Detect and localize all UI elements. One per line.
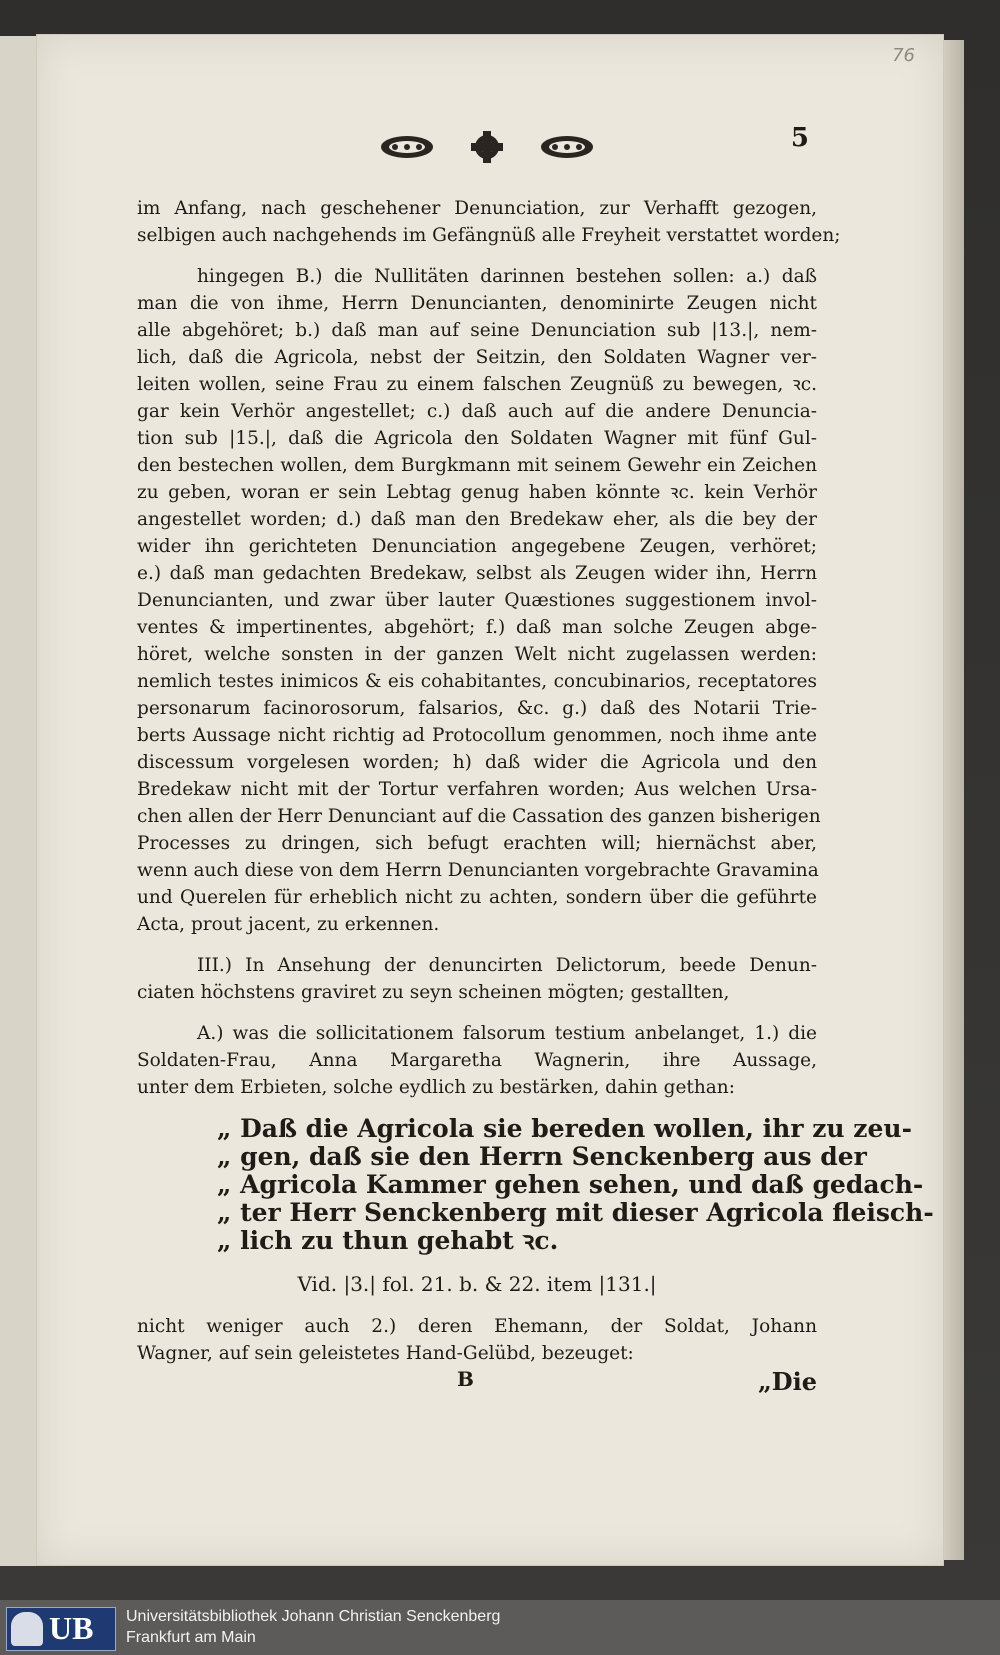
text-line: man die von ihme, Herrn Denuncianten, denominirte Zeugen nicht	[137, 293, 817, 314]
text-line: Soldaten-Frau, Anna Margaretha Wagnerin, ihre Aussage,	[137, 1050, 817, 1071]
text-line: nicht weniger auch 2.) deren Ehemann, der Soldat, Johann	[137, 1316, 817, 1337]
logo-text: UB	[49, 1610, 94, 1646]
text-line: discessum vorgelesen worden; h) daß wider die Agricola und den	[137, 752, 817, 773]
library-city-line: Frankfurt am Main	[126, 1629, 256, 1646]
facing-page-edge	[0, 36, 37, 1566]
catchword: „Die	[757, 1367, 817, 1396]
text-line: im Anfang, nach geschehener Denunciation, zur Verhafft gezogen,	[137, 198, 817, 219]
library-name-line: Universitätsbibliothek Johann Christian Senckenberg	[126, 1608, 501, 1625]
text-line: angestellet worden; d.) daß man den Bredekaw eher, als die bey der	[137, 509, 817, 530]
quote-line: „ Agricola Kammer gehen sehen, und daß gedach-	[217, 1170, 924, 1199]
text-line: zu geben, woran er sein Lebtag genug haben könnte ꝛc. kein Verhör	[137, 482, 817, 503]
quoted-testimony	[137, 1114, 934, 1255]
text-line: lich, daß die Agricola, nebst der Seitzin, den Soldaten Wagner ver-	[137, 347, 817, 368]
book-page	[36, 34, 944, 1566]
text-line: ventes & impertinentes, abgehört; f.) daß man solche Zeugen abge-	[137, 617, 817, 638]
text-line: gar kein Verhör angestellet; c.) daß auch auf die andere Denuncia-	[137, 401, 817, 422]
text-line: höret, welche sonsten in der ganzen Welt nicht zugelassen werden:	[137, 644, 817, 665]
text-line: selbigen auch nachgehends im Gefängnüß alle Freyheit verstattet worden;	[137, 225, 841, 246]
ub-logo[interactable]	[6, 1607, 116, 1651]
text-line: III.) In Ansehung der denuncirten Delictorum, beede Denun-	[197, 955, 817, 976]
signature-mark: B	[457, 1367, 474, 1391]
text-line: Bredekaw nicht mit der Tortur verfahren worden; Aus welchen Ursa-	[137, 779, 817, 800]
paragraph	[137, 1020, 817, 1101]
text-line: berts Aussage nicht richtig ad Protocollum genommen, noch ihme ante	[137, 725, 817, 746]
text-line: wider ihn gerichteten Denunciation angegebene Zeugen, verhöret;	[137, 536, 817, 557]
paragraph	[137, 952, 817, 1006]
text-line: den bestechen wollen, dem Burgkmann mit seinem Gewehr ein Zeichen	[137, 455, 817, 476]
text-line: nemlich testes inimicos & eis cohabitantes, concubinarios, receptatores	[137, 671, 817, 692]
reference-line: Vid. |3.| fol. 21. b. & 22. item |131.|	[297, 1272, 657, 1296]
paragraph	[137, 1313, 817, 1367]
paragraph	[137, 263, 821, 938]
paragraph	[137, 195, 841, 249]
pencil-folio-note: 76	[892, 45, 915, 66]
text-line: A.) was die sollicitationem falsorum testium anbelanget, 1.) die	[197, 1023, 817, 1044]
text-line: alle abgehöret; b.) daß man auf seine Denunciation sub |13.|, nem-	[137, 320, 817, 341]
text-line: hingegen B.) die Nullitäten darinnen bestehen sollen: a.) daß	[197, 266, 817, 287]
body-text	[137, 195, 934, 1399]
text-line: Processes zu dringen, sich befugt erachten will; hiernächst aber,	[137, 833, 817, 854]
library-name	[126, 1606, 500, 1648]
quote-line: „ lich zu thun gehabt ꝛc.	[217, 1226, 559, 1255]
text-line: Wagner, auf sein geleistetes Hand-Gelübd, bezeuget:	[137, 1343, 634, 1364]
quote-line: „ ter Herr Senckenberg mit dieser Agricola fleisch-	[217, 1198, 934, 1227]
text-line: e.) daß man gedachten Bredekaw, selbst als Zeugen wider ihn, Herrn	[137, 563, 817, 584]
text-line: und Querelen für erheblich nicht zu achten, sondern über die geführte	[137, 887, 817, 908]
text-line: Denuncianten, und zwar über lauter Quæstiones suggestionem invol-	[137, 590, 817, 611]
text-line: wenn auch diese von dem Herrn Denuncianten vorgebrachte Gravamina	[137, 860, 819, 881]
library-footer	[0, 1600, 1000, 1655]
portrait-icon	[11, 1612, 43, 1646]
text-line: tion sub |15.|, daß die Agricola den Soldaten Wagner mit fünf Gul-	[137, 428, 817, 449]
text-line: ciaten höchstens graviret zu seyn scheinen mögten; gestallten,	[137, 982, 730, 1003]
text-line: chen allen der Herr Denunciant auf die Cassation des ganzen bisherigen	[137, 806, 821, 827]
quote-line: „ gen, daß sie den Herrn Senckenberg aus der	[217, 1142, 867, 1171]
page-foot	[137, 1367, 817, 1399]
text-line: Acta, prout jacent, zu erkennen.	[137, 914, 440, 935]
page-number: 5	[790, 123, 809, 153]
text-line: leiten wollen, seine Frau zu einem falschen Zeugnüß zu bewegen, ꝛc.	[137, 374, 817, 395]
quote-line: „ Daß die Agricola sie bereden wollen, ihr zu zeu-	[217, 1114, 912, 1143]
page-stack-edge	[942, 40, 964, 1560]
ornamental-vignette-icon	[367, 127, 607, 167]
text-line: personarum facinorosorum, falsarios, &c. g.) daß des Notarii Trie-	[137, 698, 817, 719]
text-line: unter dem Erbieten, solche eydlich zu bestärken, dahin gethan:	[137, 1077, 735, 1098]
